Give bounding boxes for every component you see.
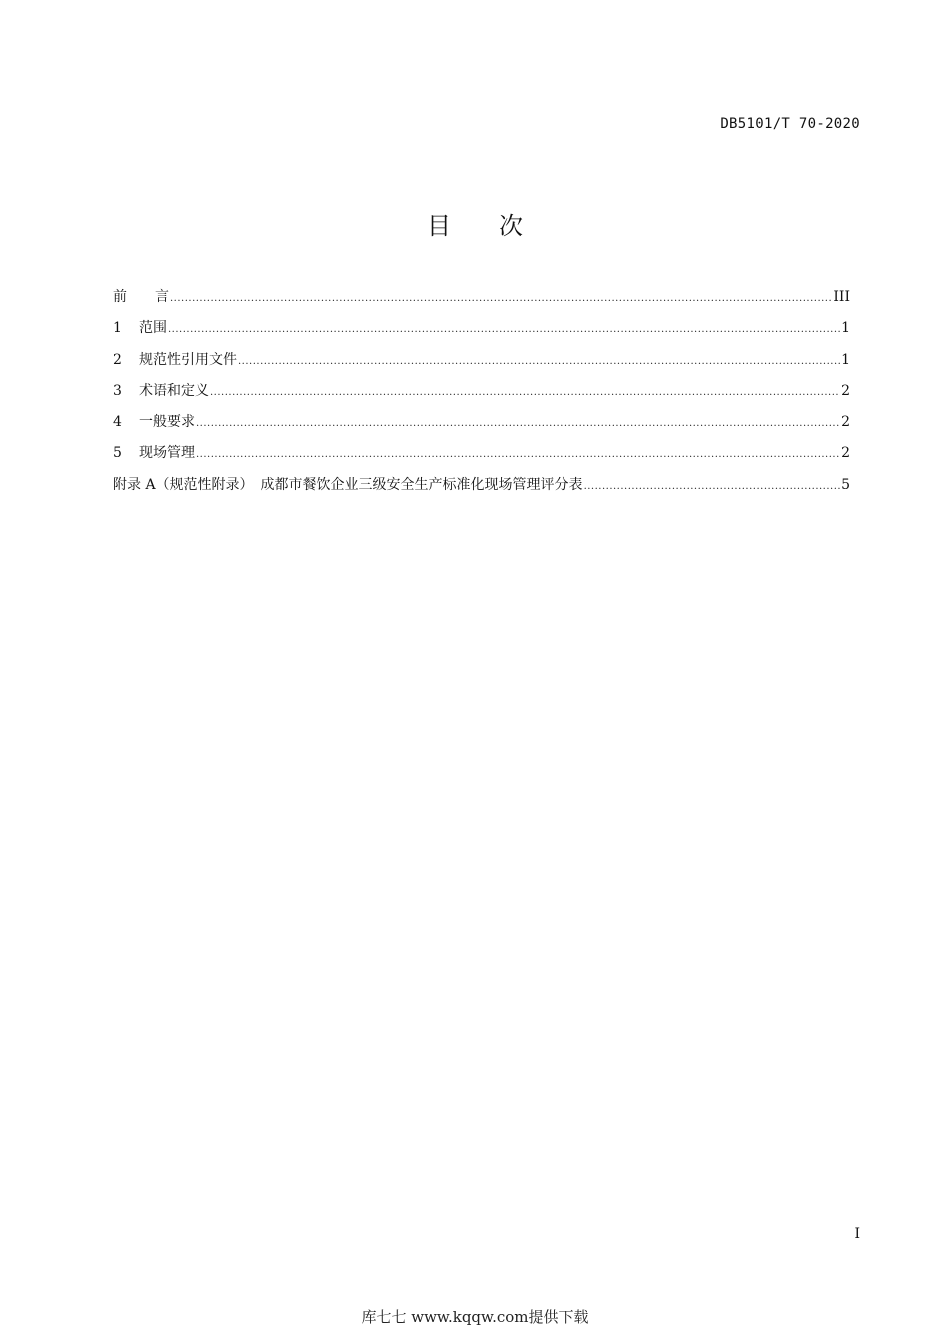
page-title (0, 206, 950, 241)
toc-entry-appendix-a[interactable] (113, 474, 850, 505)
toc-leader-dots (196, 444, 840, 466)
toc-label: 一般要求 (139, 414, 195, 431)
toc-entry-normative-references[interactable] (113, 349, 850, 380)
toc-entry-terms-definitions[interactable] (113, 380, 850, 411)
toc-number: 4 (113, 414, 122, 431)
page-number: I (854, 1226, 860, 1242)
toc-page: 5 (841, 476, 850, 493)
toc-number: 3 (113, 382, 122, 399)
table-of-contents (113, 286, 850, 505)
toc-entry-site-management[interactable] (113, 442, 850, 473)
toc-leader-dots (584, 476, 841, 498)
toc-label: 现场管理 (139, 445, 195, 462)
toc-label: 附录 A（规范性附录） 成都市餐饮企业三级安全生产标准化现场管理评分表 (113, 476, 583, 493)
toc-number: 5 (113, 445, 122, 462)
toc-number: 1 (113, 320, 122, 337)
toc-entry-general-requirements[interactable] (113, 411, 850, 442)
toc-label: 规范性引用文件 (139, 351, 237, 368)
toc-leader-dots (196, 413, 840, 435)
footer-watermark: 库七七 www.kqqw.com提供下载 (361, 1308, 589, 1326)
standard-code: DB5101/T 70-2020 (720, 116, 860, 132)
toc-page: III (833, 289, 850, 305)
title-char-1: 目 (427, 212, 451, 240)
toc-page: 2 (841, 414, 850, 431)
toc-label: 术语和定义 (139, 382, 209, 399)
toc-page: 2 (841, 445, 850, 462)
toc-entry-scope[interactable] (113, 317, 850, 348)
toc-page: 1 (841, 351, 850, 368)
toc-label: 前 言 (113, 289, 169, 305)
title-char-2: 次 (499, 212, 523, 240)
toc-leader-dots (238, 351, 840, 373)
toc-entry-foreword[interactable] (113, 286, 850, 317)
toc-page: 1 (841, 320, 850, 337)
toc-leader-dots (168, 319, 840, 341)
toc-number: 2 (113, 351, 122, 368)
toc-leader-dots (210, 382, 840, 404)
toc-page: 2 (841, 382, 850, 399)
toc-label: 范围 (139, 320, 167, 337)
toc-leader-dots (170, 288, 832, 310)
